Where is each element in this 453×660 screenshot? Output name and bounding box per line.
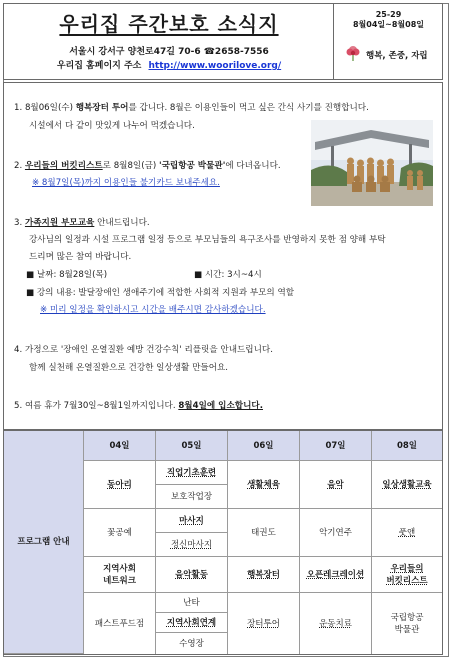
program-mon-2: 꽃공예 [84,509,156,557]
notice-3-line-3: 드리며 많은 참여 바랍니다. [29,252,132,262]
program-thu-4: 운동치료 [300,593,372,654]
notice-3-content-item [26,286,294,301]
flower-icon [345,44,361,62]
day-header-wed: 06일 [228,431,300,461]
notice-3-content: 강의 내용: 발달장애인 생애주기에 적합한 사회적 지원과 부모의 역할 [36,288,295,298]
museum-photo [311,120,433,206]
program-thu-2: 악기연주 [300,509,372,557]
notice-3-number: 3. [14,218,23,228]
notice-3-time-item [194,268,262,283]
program-mon-1: 동아리 [84,461,156,509]
notice-2-line-1 [14,159,281,174]
program-schedule-table [3,430,443,655]
bullet-icon: ■ [194,270,205,280]
program-tue-4a: 난타 [156,593,228,613]
notice-section [3,82,443,430]
notice-4-number: 4. [14,345,23,355]
notice-5-highlight: 8월4일에 입소합니다. [178,401,263,411]
program-tue-3: 음악활동 [156,557,228,593]
issue-number: 25-29 [375,10,402,19]
issue-info [335,10,442,30]
day-header-thu: 07일 [300,431,372,461]
program-fri-1: 일상생활교육 [372,461,442,509]
notice-2-place: '국립항공 박물관' [158,161,226,171]
notice-2-highlight: 우리들의 버킷리스트 [24,161,103,171]
notice-1-line-1 [14,101,369,116]
program-mon-3: 지역사회 네트워크 [84,557,156,593]
header-side [335,4,442,79]
program-tue-4c: 수영장 [156,633,228,654]
bullet-icon: ■ [26,270,37,280]
program-thu-1: 음악 [300,461,372,509]
address-line: 서울시 강서구 양천로47길 70-6 ☎2658-7556 [69,47,269,57]
notice-3-text: 안내드립니다. [94,218,150,228]
program-tue-1b: 보호작업장 [156,485,228,509]
program-fri-3: 우리들의 버킷리스트 [372,557,442,593]
notice-1-highlight: 행복장터 투어 [75,103,129,113]
notice-3-date-item [26,268,107,283]
notice-4-line-1 [14,343,273,358]
program-guide-label: 프로그램 안내 [4,431,84,654]
notice-3-date: 날짜: 8월28일(목) [36,270,108,280]
bullet-icon: ■ [26,288,37,298]
program-tue-2a: 마사지 [156,509,228,533]
program-tue-2b: 정신마사지 [156,533,228,557]
day-header-mon: 04일 [84,431,156,461]
notice-4-text: 가정으로 '장애인 온열질환 예방 건강수칙' 리플릿을 안내드립니다. [24,345,273,355]
notice-4-line-2: 함께 실천해 온열질환으로 건강한 일상생활 만들어요. [29,363,229,373]
homepage-line [4,58,334,71]
header-main [4,4,334,79]
motto: 행복, 존중, 자립 [366,51,428,61]
homepage-label: 우리집 홈페이지 주소 [56,61,142,71]
notice-3-line-2: 강사님의 일정과 시설 프로그램 일정 등으로 부모님들의 욕구조사를 반영하지 못한 점 양해 부탁 [29,235,386,245]
program-wed-1: 생활체육 [228,461,300,509]
day-header-fri: 08일 [372,431,442,461]
program-tue-4b: 지역사회연계 [156,613,228,633]
notice-3-time: 시간: 3시~4시 [204,270,262,280]
program-fri-2: 풋앤 [372,509,442,557]
program-wed-2: 태권도 [228,509,300,557]
notice-2-date: 로 8월8일(금) [102,161,159,171]
notice-5-number: 5. [14,401,23,411]
notice-1-date: 8월06일(수) [24,103,76,113]
program-thu-3: 오픈레크레이션 [300,557,372,593]
notice-1-number: 1. [14,103,23,113]
date-range: 8월04일~8월08일 [352,20,424,29]
newsletter-title: 우리집 주간보호 소식지 [59,12,279,36]
program-wed-3: 행복장터 [228,557,300,593]
notice-5-text: 여름 휴가 7월30일~8월1일까지입니다. [24,401,179,411]
homepage-link[interactable]: http://www.woorilove.org/ [148,61,282,71]
notice-1-text: 를 갑니다. 8월은 이용인들이 먹고 싶은 간식 사기를 진행합니다. [128,103,369,113]
program-tue-1a: 직업기초훈련 [156,461,228,485]
day-header-tue: 05일 [156,431,228,461]
newsletter-header [3,3,443,80]
notice-3-note: ※ 미리 일정을 확인하시고 시간을 배주시면 감사하겠습니다. [40,305,266,315]
notice-2-note: ※ 8월7일(목)까지 이용인들 불기카드 보내주세요. [32,178,220,188]
notice-3-line-1 [14,216,150,231]
notice-2-text: 에 다녀옵니다. [225,161,281,171]
notice-5-line-1 [14,399,263,414]
program-mon-4: 패스트푸드점 [84,593,156,654]
notice-2-number: 2. [14,161,23,171]
notice-1-line-2: 시설에서 다 같이 맛있게 나누어 먹겠습니다. [29,121,195,131]
program-wed-4: 장터투어 [228,593,300,654]
notice-3-highlight: 가족지원 부모교육 [24,218,95,228]
program-fri-4: 국립항공 박물관 [390,612,424,635]
